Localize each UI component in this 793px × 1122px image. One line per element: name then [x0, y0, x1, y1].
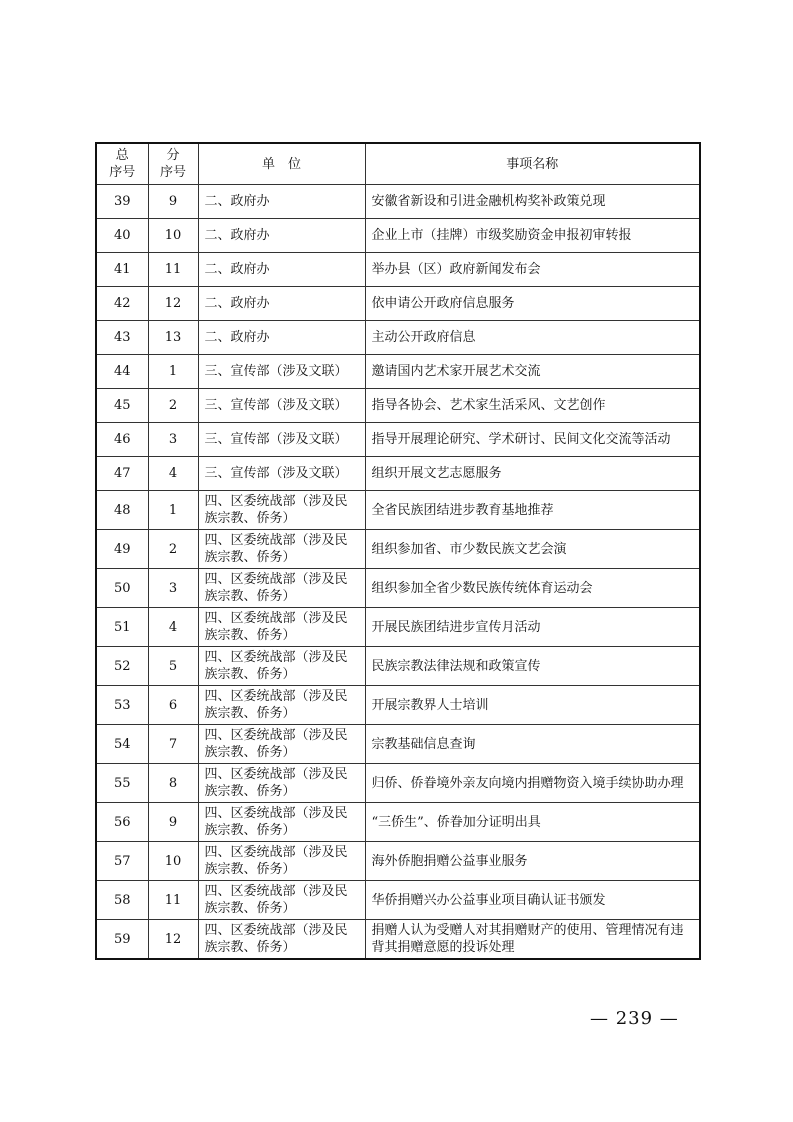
table-row: [96, 457, 700, 491]
cell-sub-seq: 10: [148, 219, 198, 253]
cell-item-name: 组织参加省、市少数民族文艺会演: [365, 530, 700, 569]
cell-unit: 四、区委统战部（涉及民族宗教、侨务）: [198, 491, 365, 530]
cell-sub-seq: 4: [148, 608, 198, 647]
table-row: [96, 608, 700, 647]
cell-item-name: 依申请公开政府信息服务: [365, 287, 700, 321]
cell-total-seq: 43: [96, 321, 148, 355]
cell-unit: 二、政府办: [198, 287, 365, 321]
cell-item-name: 指导开展理论研究、学术研讨、民间文化交流等活动: [365, 423, 700, 457]
page-number: — 239 —: [590, 1008, 679, 1029]
cell-sub-seq: 10: [148, 842, 198, 881]
cell-unit: 四、区委统战部（涉及民族宗教、侨务）: [198, 530, 365, 569]
cell-unit: 四、区委统战部（涉及民族宗教、侨务）: [198, 764, 365, 803]
table-row: [96, 920, 700, 960]
table-row: [96, 569, 700, 608]
cell-unit: 四、区委统战部（涉及民族宗教、侨务）: [198, 920, 365, 960]
cell-unit: 三、宣传部（涉及文联）: [198, 423, 365, 457]
cell-total-seq: 46: [96, 423, 148, 457]
table-row: [96, 185, 700, 219]
cell-unit: 四、区委统战部（涉及民族宗教、侨务）: [198, 647, 365, 686]
header-total-seq-line2: 序号: [109, 165, 136, 180]
cell-item-name: 海外侨胞捐赠公益事业服务: [365, 842, 700, 881]
cell-unit: 四、区委统战部（涉及民族宗教、侨务）: [198, 725, 365, 764]
cell-total-seq: 56: [96, 803, 148, 842]
table-row: [96, 764, 700, 803]
table-row: [96, 423, 700, 457]
cell-unit: 二、政府办: [198, 253, 365, 287]
cell-sub-seq: 11: [148, 881, 198, 920]
table-body: [96, 185, 700, 960]
header-item-name: 事项名称: [365, 143, 700, 185]
cell-sub-seq: 2: [148, 530, 198, 569]
cell-item-name: 捐赠人认为受赠人对其捐赠财产的使用、管理情况有违背其捐赠意愿的投诉处理: [365, 920, 700, 960]
cell-total-seq: 44: [96, 355, 148, 389]
cell-sub-seq: 1: [148, 491, 198, 530]
header-sub-seq-line1: 分: [166, 148, 180, 163]
cell-unit: 三、宣传部（涉及文联）: [198, 355, 365, 389]
cell-item-name: 开展宗教界人士培训: [365, 686, 700, 725]
cell-item-name: 开展民族团结进步宣传月活动: [365, 608, 700, 647]
cell-total-seq: 55: [96, 764, 148, 803]
cell-total-seq: 51: [96, 608, 148, 647]
cell-item-name: 主动公开政府信息: [365, 321, 700, 355]
cell-item-name: 安徽省新设和引进金融机构奖补政策兑现: [365, 185, 700, 219]
cell-sub-seq: 5: [148, 647, 198, 686]
table-row: [96, 287, 700, 321]
cell-unit: 三、宣传部（涉及文联）: [198, 457, 365, 491]
cell-item-name: 指导各协会、艺术家生活采风、文艺创作: [365, 389, 700, 423]
table-row: [96, 803, 700, 842]
cell-total-seq: 58: [96, 881, 148, 920]
header-total-seq: [96, 143, 148, 185]
table-row: [96, 253, 700, 287]
cell-unit: 二、政府办: [198, 185, 365, 219]
cell-sub-seq: 13: [148, 321, 198, 355]
cell-unit: 三、宣传部（涉及文联）: [198, 389, 365, 423]
cell-unit: 二、政府办: [198, 219, 365, 253]
cell-item-name: 企业上市（挂牌）市级奖励资金申报初审转报: [365, 219, 700, 253]
cell-sub-seq: 9: [148, 803, 198, 842]
cell-total-seq: 41: [96, 253, 148, 287]
cell-unit: 四、区委统战部（涉及民族宗教、侨务）: [198, 608, 365, 647]
cell-sub-seq: 12: [148, 920, 198, 960]
cell-unit: 四、区委统战部（涉及民族宗教、侨务）: [198, 881, 365, 920]
table-row: [96, 355, 700, 389]
cell-item-name: 邀请国内艺术家开展艺术交流: [365, 355, 700, 389]
table-row: [96, 842, 700, 881]
cell-sub-seq: 11: [148, 253, 198, 287]
cell-unit: 二、政府办: [198, 321, 365, 355]
cell-item-name: 华侨捐赠兴办公益事业项目确认证书颁发: [365, 881, 700, 920]
cell-sub-seq: 7: [148, 725, 198, 764]
table-row: [96, 725, 700, 764]
cell-total-seq: 45: [96, 389, 148, 423]
table-row: [96, 389, 700, 423]
cell-sub-seq: 2: [148, 389, 198, 423]
cell-item-name: 民族宗教法律法规和政策宣传: [365, 647, 700, 686]
cell-total-seq: 47: [96, 457, 148, 491]
cell-sub-seq: 9: [148, 185, 198, 219]
cell-sub-seq: 3: [148, 569, 198, 608]
cell-total-seq: 40: [96, 219, 148, 253]
table-row: [96, 321, 700, 355]
cell-total-seq: 42: [96, 287, 148, 321]
cell-sub-seq: 12: [148, 287, 198, 321]
cell-unit: 四、区委统战部（涉及民族宗教、侨务）: [198, 803, 365, 842]
cell-total-seq: 57: [96, 842, 148, 881]
cell-sub-seq: 4: [148, 457, 198, 491]
service-items-table: [95, 142, 701, 960]
table-row: [96, 530, 700, 569]
cell-item-name: 宗教基础信息查询: [365, 725, 700, 764]
cell-total-seq: 54: [96, 725, 148, 764]
cell-total-seq: 49: [96, 530, 148, 569]
cell-unit: 四、区委统战部（涉及民族宗教、侨务）: [198, 569, 365, 608]
table-row: [96, 647, 700, 686]
table-row: [96, 219, 700, 253]
table-row: [96, 491, 700, 530]
cell-item-name: 组织参加全省少数民族传统体育运动会: [365, 569, 700, 608]
cell-item-name: 举办县（区）政府新闻发布会: [365, 253, 700, 287]
header-sub-seq-line2: 序号: [159, 165, 186, 180]
table-header-row: [96, 143, 700, 185]
cell-total-seq: 59: [96, 920, 148, 960]
cell-sub-seq: 1: [148, 355, 198, 389]
cell-sub-seq: 6: [148, 686, 198, 725]
cell-sub-seq: 8: [148, 764, 198, 803]
cell-total-seq: 50: [96, 569, 148, 608]
header-sub-seq: [148, 143, 198, 185]
cell-total-seq: 52: [96, 647, 148, 686]
cell-unit: 四、区委统战部（涉及民族宗教、侨务）: [198, 686, 365, 725]
cell-item-name: 组织开展文艺志愿服务: [365, 457, 700, 491]
cell-unit: 四、区委统战部（涉及民族宗教、侨务）: [198, 842, 365, 881]
cell-total-seq: 39: [96, 185, 148, 219]
cell-item-name: 全省民族团结进步教育基地推荐: [365, 491, 700, 530]
cell-total-seq: 48: [96, 491, 148, 530]
table-row: [96, 686, 700, 725]
cell-sub-seq: 3: [148, 423, 198, 457]
table-row: [96, 881, 700, 920]
header-unit: 单 位: [198, 143, 365, 185]
cell-item-name: “三侨生”、侨眷加分证明出具: [365, 803, 700, 842]
header-total-seq-line1: 总: [115, 148, 129, 163]
cell-item-name: 归侨、侨眷境外亲友向境内捐赠物资入境手续协助办理: [365, 764, 700, 803]
cell-total-seq: 53: [96, 686, 148, 725]
